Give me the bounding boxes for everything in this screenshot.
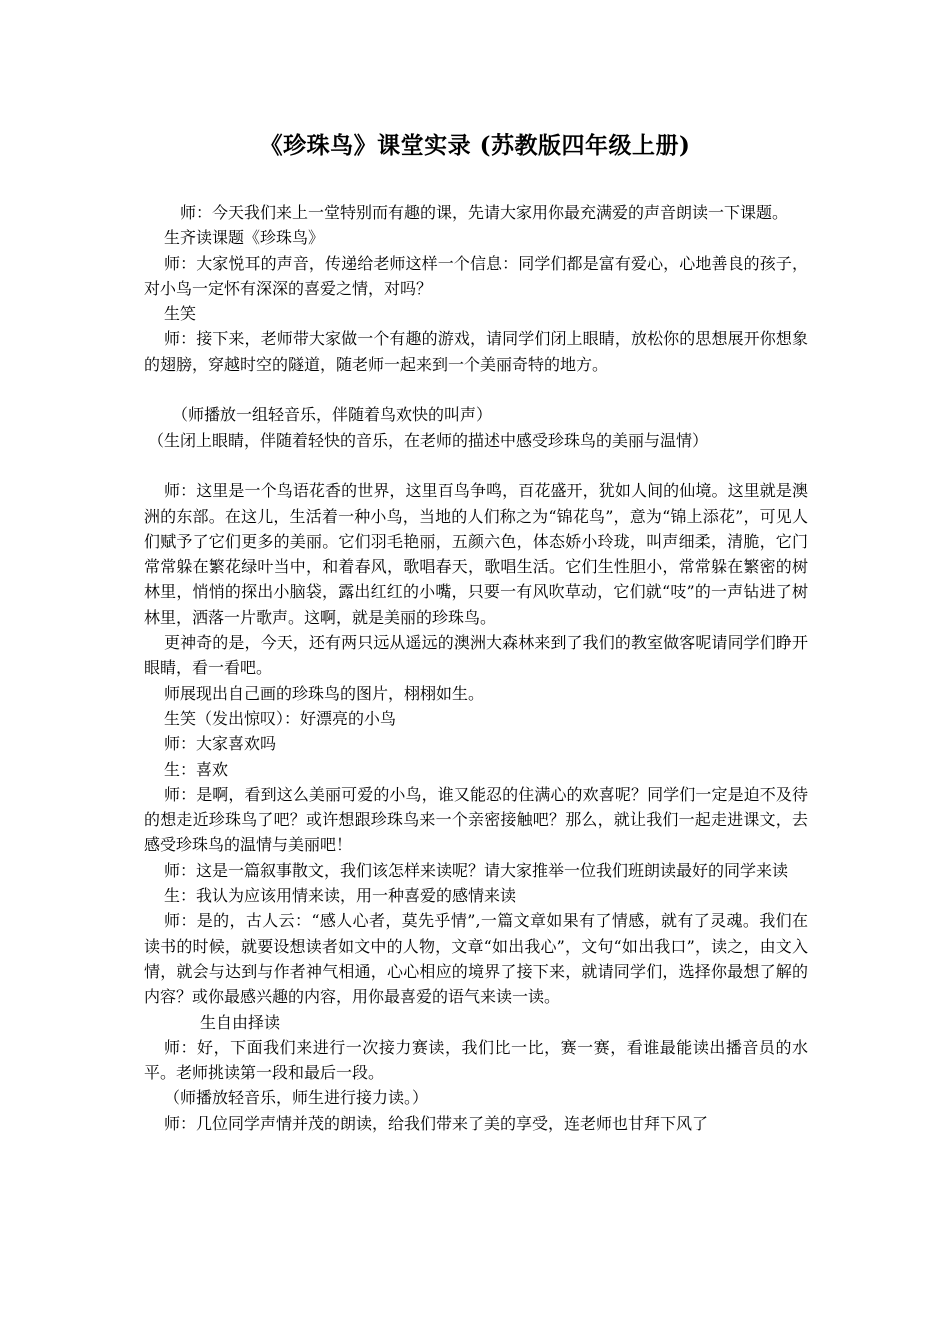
paragraph: （师播放轻音乐，师生进行接力读。） [164, 1088, 429, 1108]
blank-line [144, 377, 808, 402]
paragraph: 师：这是一篇叙事散文，我们该怎样来读呢？请大家推举一位我们班朗读最好的同学来读 [164, 860, 789, 880]
paragraph: 生自由择读 [200, 1012, 281, 1032]
paragraph: 师：是的，古人云：“感人心者，莫先乎情”,一篇文章如果有了情感，就有了灵魂。我们在读书的时候，就要设想读者如文中的人物，文章“如出我心”，文句“如出我口”，读之，由文入情，就会与达到与作者神气相通，心心相应的境界了接下来，就请同学们，选择你最想了解的内容？或你最感兴趣的内容，用你最喜爱的语气来读一读。 [144, 911, 808, 1007]
paragraph: 师：大家悦耳的声音，传递给老师这样一个信息：同学们都是富有爱心，心地善良的孩子，对小鸟一定怀有深深的喜爱之情，对吗？ [144, 253, 808, 298]
paragraph: 生笑（发出惊叹）：好漂亮的小鸟 [164, 708, 397, 728]
document-body [144, 200, 808, 1136]
paragraph: （师播放一组轻音乐，伴随着鸟欢快的叫声） [172, 405, 493, 425]
paragraph: 生笑 [164, 304, 197, 324]
blank-line [144, 453, 808, 478]
paragraph: 生：我认为应该用情来读，用一种喜爱的感情来读 [164, 886, 517, 906]
paragraph: 更神奇的是，今天，还有两只远从遥远的澳洲大森林来到了我们的教室做客呢请同学们睁开眼睛，看一看吧。 [144, 633, 808, 678]
paragraph: 师展现出自己画的珍珠鸟的图片，栩栩如生。 [164, 683, 485, 703]
paragraph: 师：这里是一个鸟语花香的世界，这里百鸟争鸣，百花盛开，犹如人间的仙境。这里就是澳洲的东部。在这儿，生活着一种小鸟，当地的人们称之为“锦花鸟”，意为“锦上添花”，可见人们赋予了它们更多的美丽。它们羽毛艳丽，五颜六色，体态娇小玲珑，叫声细柔，清脆，它门常常躲在繁花绿叶当中，和着春风，歌唱春天，歌唱生活。它们生性胆小，常常躲在繁密的树林里，悄悄的探出小脑袋，露出红红的小嘴，只要一有风吹草动，它们就“吱”的一声钻进了树林里，洒落一片歌声。这啊，就是美丽的珍珠鸟。 [144, 481, 808, 627]
paragraph: 师：是啊，看到这么美丽可爱的小鸟，谁又能忍的住满心的欢喜呢？同学们一定是迫不及待的想走近珍珠鸟了吧？或许想跟珍珠鸟来一个亲密接触吧？那么，就让我们一起走进课文，去感受珍珠鸟的温情与美丽吧！ [144, 784, 808, 855]
paragraph: 师：接下来，老师带大家做一个有趣的游戏，请同学们闭上眼睛，放松你的思想展开你想象的翅膀，穿越时空的隧道，随老师一起来到一个美丽奇特的地方。 [144, 329, 808, 374]
document-title: 《珍珠鸟》课堂实录 (苏教版四年级上册) [259, 132, 691, 159]
paragraph: 师：好，下面我们来进行一次接力赛读，我们比一比，赛一赛，看谁最能读出播音员的水平。老师挑读第一段和最后一段。 [144, 1037, 808, 1083]
paragraph: 师：几位同学声情并茂的朗读，给我们带来了美的享受，连老师也甘拜下风了 [164, 1113, 709, 1133]
paragraph: （生闭上眼睛，伴随着轻快的音乐，在老师的描述中感受珍珠鸟的美丽与温情） [148, 430, 709, 450]
paragraph: 生齐读课题《珍珠鸟》 [164, 228, 325, 248]
paragraph: 师：大家喜欢吗 [164, 734, 277, 754]
paragraph: 师：今天我们来上一堂特别而有趣的课，先请大家用你最充满爱的声音朗读一下课题。 [180, 203, 789, 222]
paragraph: 生：喜欢 [164, 759, 229, 779]
